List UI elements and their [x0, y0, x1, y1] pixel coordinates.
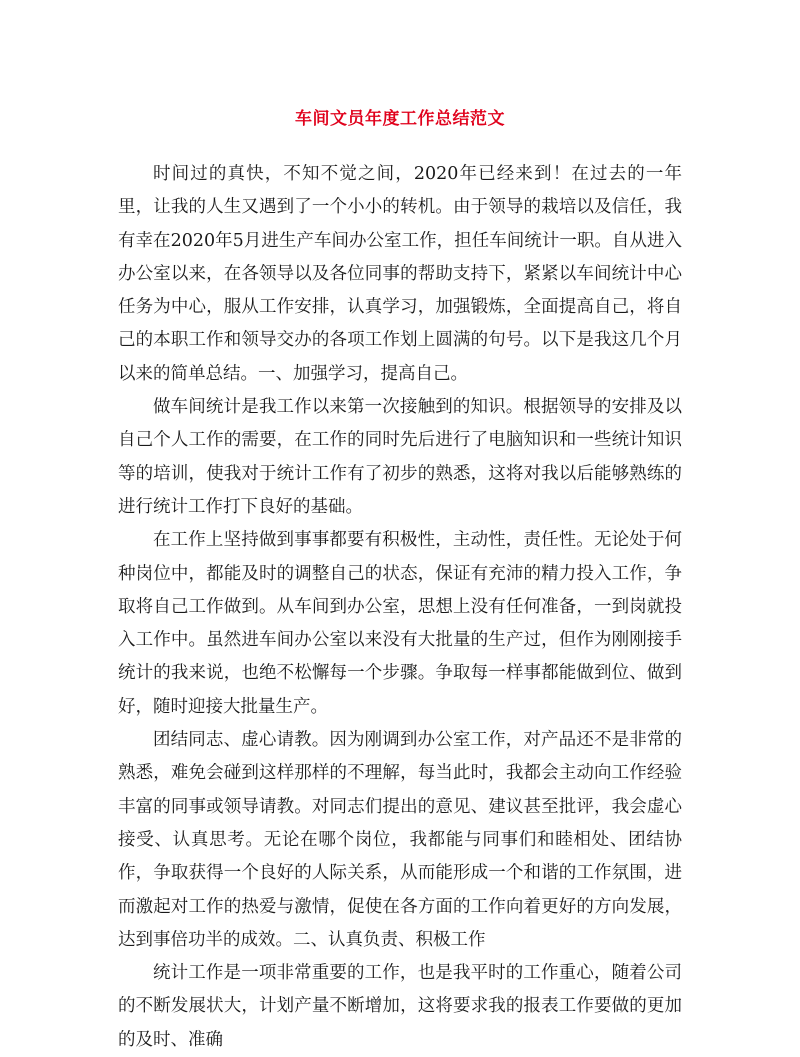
paragraph: 做车间统计是我工作以来第一次接触到的知识。根据领导的安排及以自己个人工作的需要，在工作的同时先后进行了电脑知识和一些统计知识等的培训，使我对于统计工作有了初步的熟悉，这将对我以后能够熟练的进行统计工作打下良好的基础。: [118, 397, 682, 517]
paragraph: 团结同志、虚心请教。因为刚调到办公室工作，对产品还不是非常的熟悉，难免会碰到这样那样的不理解，每当此时，我都会主动向工作经验丰富的同事或领导请教。对同志们提出的意见、建议甚至批评，我会虚心接受、认真思考。无论在哪个岗位，我都能与同事们和睦相处、团结协作，争取获得一个良好的人际关系，从而能形成一个和谐的工作氛围，进而激起对工作的热爱与激情，促使在各方面的工作向着更好的方向发展，达到事倍功半的成效。二、认真负责、积极工作: [118, 730, 682, 950]
document-body: [118, 158, 682, 1057]
paragraph: 时间过的真快，不知不觉之间，2020年已经来到！在过去的一年里，让我的人生又遇到了一个小小的转机。由于领导的栽培以及信任，我有幸在2020年5月进生产车间办公室工作，担任车间统计一职。自从进入办公室以来，在各领导以及各位同事的帮助支持下，紧紧以车间统计中心任务为中心，服从工作安排，认真学习，加强锻炼，全面提高自己，将自己的本职工作和领导交办的各项工作划上圆满的句号。以下是我这几个月以来的简单总结。一、加强学习，提高自己。: [118, 164, 682, 384]
paragraph: 在工作上坚持做到事事都要有积极性，主动性，责任性。无论处于何种岗位中，都能及时的调整自己的状态，保证有充沛的精力投入工作，争取将自己工作做到。从车间到办公室，思想上没有任何准备，一到岗就投入工作中。虽然进车间办公室以来没有大批量的生产过，但作为刚刚接手统计的我来说，也绝不松懈每一个步骤。争取每一样事都能做到位、做到好，随时迎接大批量生产。: [118, 530, 682, 717]
paragraph: 统计工作是一项非常重要的工作，也是我平时的工作重心，随着公司的不断发展状大，计划产量不断增加，这将要求我的报表工作要做的更加的及时、准确: [118, 963, 682, 1050]
document-title: 车间文员年度工作总结范文: [295, 109, 505, 129]
